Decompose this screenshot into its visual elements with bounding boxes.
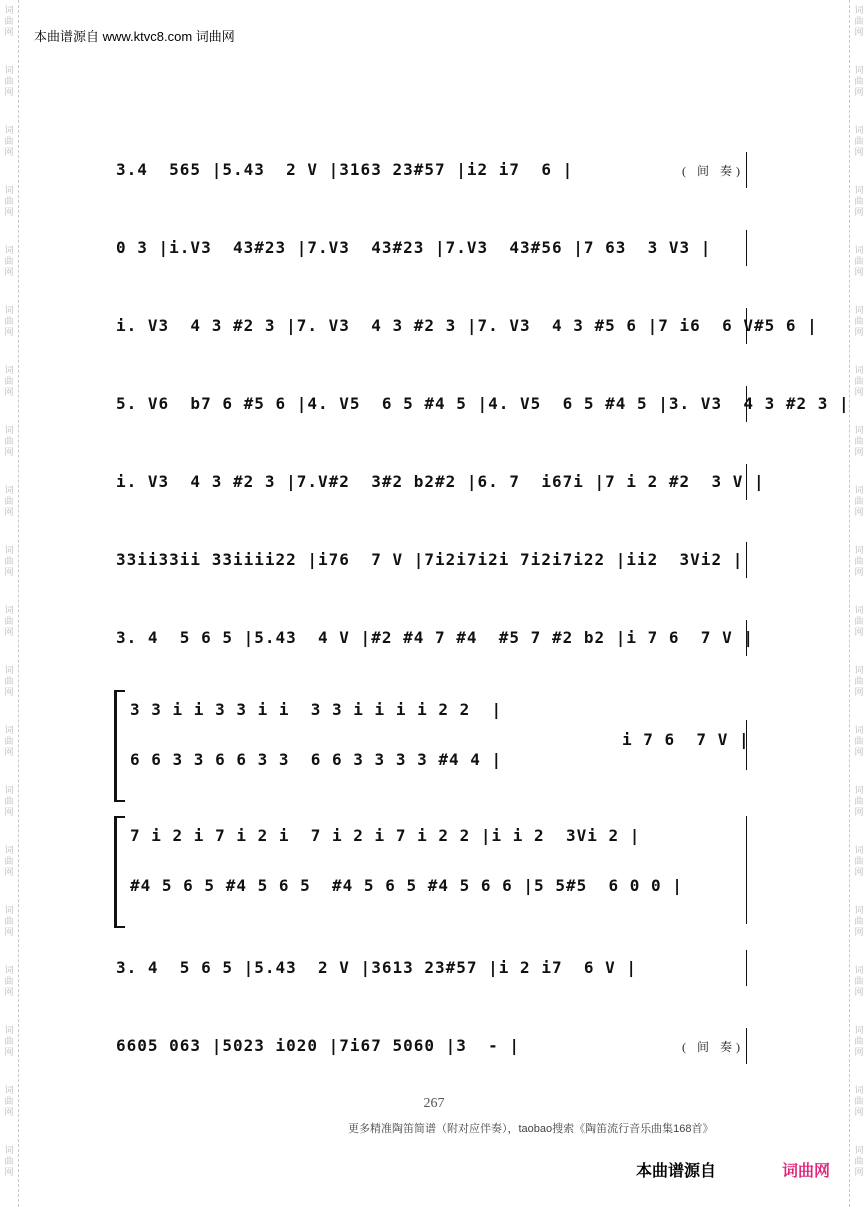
watermark-char: 词 (4, 666, 14, 676)
watermark-char: 网 (4, 688, 14, 698)
watermark-char: 曲 (4, 77, 14, 87)
watermark-char: 网 (4, 448, 14, 458)
watermark-char: 词 (4, 1026, 14, 1036)
watermark-char: 网 (854, 1048, 864, 1058)
dual-score-system-2 (112, 816, 752, 926)
watermark-char: 词 (4, 606, 14, 616)
system-bracket (114, 690, 125, 802)
watermark-char: 词 (854, 186, 864, 196)
lower-voice: 6 6 3 3 6 6 3 3 6 6 3 3 3 3 #4 4 | (130, 750, 503, 769)
watermark-char: 网 (4, 748, 14, 758)
barline (746, 720, 747, 770)
watermark-char: 词 (4, 1146, 14, 1156)
watermark-char: 曲 (4, 1037, 14, 1047)
watermark-char: 网 (4, 148, 14, 158)
watermark-char: 词 (854, 1146, 864, 1156)
watermark-char: 曲 (4, 677, 14, 687)
watermark-char: 词 (854, 1086, 864, 1096)
notes-line: 0 3 |i.V3 43#23 |7.V3 43#23 |7.V3 43#56 |7 63 3 V3 | (116, 238, 712, 257)
watermark-char: 网 (4, 268, 14, 278)
watermark-char: 词 (4, 426, 14, 436)
watermark-char: 曲 (854, 317, 864, 327)
watermark-char: 网 (4, 1168, 14, 1178)
watermark-char: 网 (4, 808, 14, 818)
watermark-char: 词 (4, 906, 14, 916)
watermark-char: 曲 (854, 977, 864, 987)
watermark-char: 曲 (4, 857, 14, 867)
watermark-char: 网 (854, 748, 864, 758)
watermark-char: 词 (854, 966, 864, 976)
score-system-2 (112, 230, 752, 270)
watermark-char: 词 (4, 966, 14, 976)
upper-voice: 3 3 i i 3 3 i i 3 3 i i i i 2 2 | (130, 700, 503, 719)
watermark-char: 词 (4, 186, 14, 196)
watermark-char: 网 (854, 268, 864, 278)
watermark-char: 词 (854, 606, 864, 616)
watermark-char: 曲 (854, 617, 864, 627)
watermark-char: 曲 (854, 557, 864, 567)
score-system-4 (112, 386, 850, 426)
watermark-char: 词 (854, 726, 864, 736)
watermark-char: 词 (4, 306, 14, 316)
watermark-char: 曲 (4, 437, 14, 447)
watermark-char: 网 (854, 28, 864, 38)
watermark-char: 网 (4, 88, 14, 98)
left-watermark-strip (0, 0, 19, 1207)
notes-line: 3. 4 5 6 5 |5.43 2 V |3613 23#57 |i 2 i7 6 V | (116, 958, 638, 977)
watermark-char: 词 (854, 6, 864, 16)
watermark-char: 曲 (4, 257, 14, 267)
barline (746, 620, 747, 656)
barline (746, 950, 747, 986)
watermark-char: 曲 (854, 737, 864, 747)
watermark-char: 网 (854, 628, 864, 638)
watermark-char: 曲 (854, 17, 864, 27)
barline (746, 816, 747, 924)
watermark-char: 词 (4, 246, 14, 256)
watermark-char: 网 (4, 628, 14, 638)
notes-line: 3.4 565 |5.43 2 V |3163 23#57 |i2 i7 6 | (116, 160, 574, 179)
unison-tail: i 7 6 7 V | (622, 730, 750, 749)
watermark-char: 曲 (4, 137, 14, 147)
watermark-char: 网 (854, 1168, 864, 1178)
score-system-7 (112, 620, 752, 660)
watermark-char: 词 (854, 246, 864, 256)
watermark-char: 网 (4, 1048, 14, 1058)
watermark-char: 词 (4, 126, 14, 136)
source-header: 本曲谱源自 www.ktvc8.com 词曲网 (34, 29, 235, 44)
watermark-char: 网 (4, 508, 14, 518)
score-system-8 (112, 950, 752, 990)
barline (746, 542, 747, 578)
watermark-char: 网 (854, 328, 864, 338)
watermark-char: 网 (854, 148, 864, 158)
watermark-char: 曲 (854, 677, 864, 687)
watermark-char: 曲 (854, 257, 864, 267)
watermark-char: 词 (854, 426, 864, 436)
watermark-char: 网 (4, 988, 14, 998)
watermark-char: 曲 (4, 977, 14, 987)
barline (746, 386, 747, 422)
watermark-char: 网 (854, 688, 864, 698)
barline (746, 230, 747, 266)
watermark-char: 曲 (4, 197, 14, 207)
watermark-char: 曲 (854, 1097, 864, 1107)
watermark-char: 网 (4, 28, 14, 38)
watermark-char: 曲 (4, 1157, 14, 1167)
notes-line: i. V3 4 3 #2 3 |7.V#2 3#2 b2#2 |6. 7 i67i |7 i 2 #2 3 V | (116, 472, 765, 491)
notes-line: 33ii33ii 33iiii22 |i76 7 V |7i2i7i2i 7i2i7i22 |ii2 3Vi2 | (116, 550, 744, 569)
watermark-char: 网 (4, 388, 14, 398)
watermark-char: 网 (854, 808, 864, 818)
watermark-char: 词 (4, 366, 14, 376)
interlude-label: ( 间 奏) (682, 164, 744, 178)
watermark-char: 曲 (854, 197, 864, 207)
watermark-char: 词 (854, 1026, 864, 1036)
score-system-6 (112, 542, 752, 582)
watermark-char: 词 (854, 366, 864, 376)
watermark-char: 网 (4, 328, 14, 338)
watermark-char: 曲 (4, 17, 14, 27)
watermark-char: 曲 (4, 1097, 14, 1107)
dual-score-system-1 (112, 690, 752, 800)
page-number: 267 (423, 1096, 445, 1111)
notes-line: 6605 063 |5023 i020 |7i67 5060 |3 - | (116, 1036, 521, 1055)
watermark-char: 词 (854, 306, 864, 316)
watermark-char: 曲 (854, 797, 864, 807)
watermark-char: 词 (854, 126, 864, 136)
watermark-char: 词 (854, 846, 864, 856)
watermark-char: 曲 (4, 497, 14, 507)
watermark-char: 词 (854, 906, 864, 916)
watermark-char: 词 (4, 786, 14, 796)
watermark-char: 网 (854, 208, 864, 218)
watermark-char: 网 (854, 448, 864, 458)
footer-source-label: 本曲谱源自 (636, 1163, 717, 1180)
watermark-char: 曲 (4, 377, 14, 387)
watermark-char: 网 (854, 868, 864, 878)
watermark-char: 词 (4, 726, 14, 736)
watermark-char: 网 (854, 988, 864, 998)
notes-line: 5. V6 b7 6 #5 6 |4. V5 6 5 #4 5 |4. V5 6 5 #4 5 |3. V3 4 3 #2 3 | (116, 394, 850, 413)
watermark-char: 词 (4, 546, 14, 556)
footer-site-label: 词曲网 (782, 1163, 831, 1180)
upper-voice: 7 i 2 i 7 i 2 i 7 i 2 i 7 i 2 2 |i i 2 3Vi 2 | (130, 826, 641, 845)
watermark-char: 网 (854, 568, 864, 578)
watermark-char: 词 (854, 786, 864, 796)
watermark-char: 曲 (4, 917, 14, 927)
watermark-char: 网 (4, 208, 14, 218)
watermark-char: 网 (854, 88, 864, 98)
score-system-1 (112, 152, 752, 192)
watermark-char: 曲 (854, 137, 864, 147)
watermark-char: 网 (4, 868, 14, 878)
watermark-char: 曲 (854, 497, 864, 507)
watermark-char: 词 (854, 546, 864, 556)
watermark-char: 曲 (854, 1157, 864, 1167)
watermark-char: 曲 (854, 857, 864, 867)
watermark-char: 网 (4, 1108, 14, 1118)
watermark-char: 网 (854, 388, 864, 398)
barline (746, 152, 747, 188)
watermark-char: 词 (4, 66, 14, 76)
watermark-char: 曲 (4, 797, 14, 807)
right-watermark-strip (849, 0, 868, 1207)
watermark-char: 词 (4, 846, 14, 856)
promo-text: 更多精准陶笛简谱（附对应伴奏），taobao搜索《陶笛流行音乐曲集168首》 (348, 1123, 714, 1135)
watermark-char: 词 (4, 6, 14, 16)
watermark-char: 曲 (4, 737, 14, 747)
watermark-char: 曲 (854, 917, 864, 927)
watermark-char: 网 (854, 1108, 864, 1118)
watermark-char: 网 (4, 568, 14, 578)
system-bracket (114, 816, 125, 928)
watermark-char: 词 (4, 486, 14, 496)
watermark-char: 曲 (4, 317, 14, 327)
score-system-5 (112, 464, 765, 504)
notes-line: i. V3 4 3 #2 3 |7. V3 4 3 #2 3 |7. V3 4 3 #5 6 |7 i6 6 V#5 6 | (116, 316, 818, 335)
watermark-char: 网 (854, 508, 864, 518)
score-system-3 (112, 308, 818, 348)
watermark-char: 曲 (4, 617, 14, 627)
watermark-char: 曲 (854, 77, 864, 87)
watermark-char: 曲 (854, 1037, 864, 1047)
lower-voice: #4 5 6 5 #4 5 6 5 #4 5 6 5 #4 5 6 6 |5 5#5 6 0 0 | (130, 876, 683, 895)
score-system-9 (112, 1028, 752, 1068)
watermark-char: 网 (854, 928, 864, 938)
watermark-char: 词 (854, 666, 864, 676)
notes-line: 3. 4 5 6 5 |5.43 4 V |#2 #4 7 #4 #5 7 #2 b2 |i 7 6 7 V | (116, 628, 754, 647)
watermark-char: 词 (854, 66, 864, 76)
watermark-char: 词 (854, 486, 864, 496)
barline (746, 1028, 747, 1064)
watermark-char: 曲 (854, 377, 864, 387)
watermark-char: 曲 (4, 557, 14, 567)
watermark-char: 网 (4, 928, 14, 938)
watermark-char: 词 (4, 1086, 14, 1096)
barline (746, 308, 747, 344)
barline (746, 464, 747, 500)
interlude-label: ( 间 奏) (682, 1040, 744, 1054)
watermark-char: 曲 (854, 437, 864, 447)
